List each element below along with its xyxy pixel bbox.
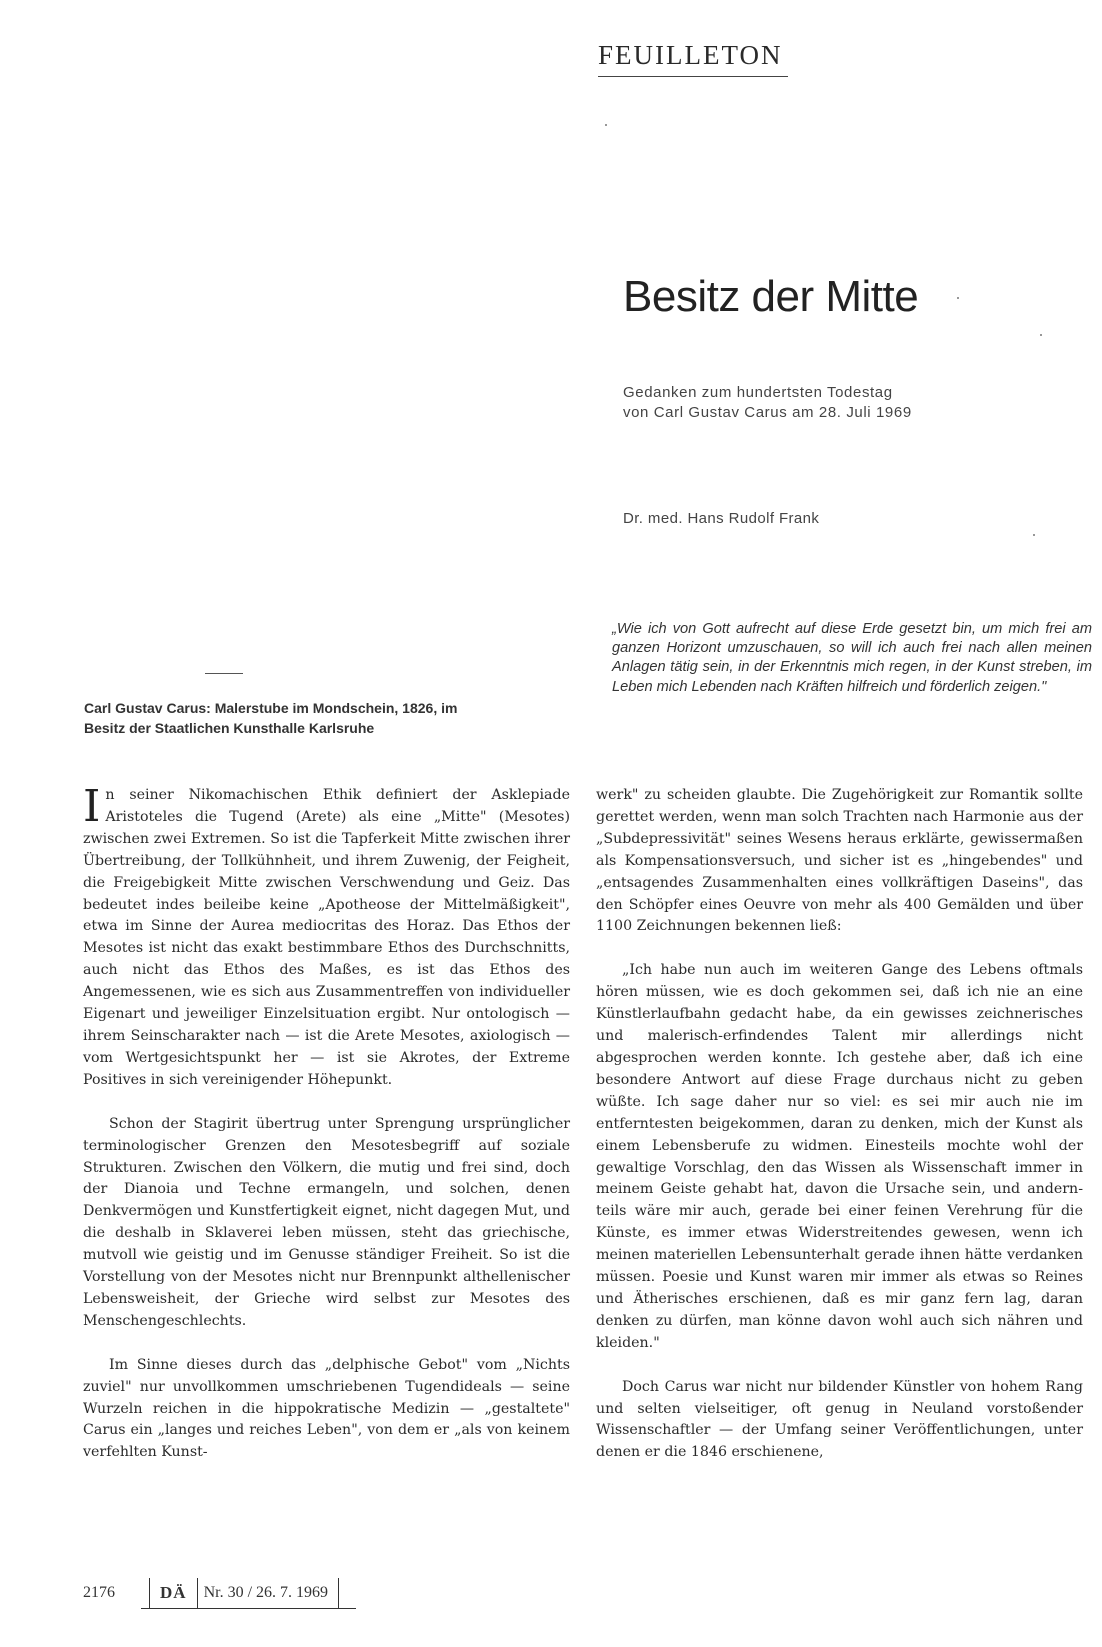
- left-column: [83, 781, 570, 1486]
- journal-logo: DÄ: [160, 1583, 187, 1602]
- epigraph-quote: „Wie ich von Gott aufrecht auf diese Erde gesetzt bin, um mich frei am ganzen Horizont umzuschauen, so will ich auch frei nach allen meinen Anlagen tätig sein, in der Erkenntnis mich regen, in der Kunst streben, im Leben mich Lebenden nach Kräften hilfreich und förderlich zeigen.": [612, 621, 1092, 695]
- article-subtitle: [623, 383, 1023, 423]
- page-footer: [83, 1578, 345, 1608]
- scan-speck: [605, 124, 607, 126]
- section-heading: FEUILLETON: [598, 40, 783, 70]
- paragraph: werk" zu scheiden glaubte. Die Zugehörigkeit zur Romantik sollte gerettet werden, wenn man solch Trachten nach Harmonie aus der „Subdepressivität" seines Wesens heraus erklärte, gewissermaßen als Kompensationsversuch, und sicher ist es „hingebendes" und „entsagendes Zusammenhalten eines vollkräftigen Daseins", das den Schöpfer eines Oeuvre von mehr als 400 Gemälden und über 1100 Zeichnungen bekennen ließ:: [596, 787, 1083, 935]
- section-heading-rule: [598, 76, 788, 77]
- author-byline: Dr. med. Hans Rudolf Frank: [623, 510, 820, 527]
- subtitle-line: von Carl Gustav Carus am 28. Juli 1969: [623, 404, 912, 421]
- subtitle-line: Gedanken zum hundertsten Todestag: [623, 384, 893, 401]
- caption-line: Carl Gustav Carus: Malerstube im Mondschein, 1826, im: [84, 700, 458, 716]
- article-title: Besitz der Mitte: [623, 272, 919, 321]
- footer-separator: [197, 1578, 198, 1608]
- right-column: [596, 785, 1083, 1486]
- footer-separator: [338, 1578, 339, 1608]
- footer-separator: [149, 1578, 150, 1608]
- drop-cap: I: [83, 781, 101, 832]
- scan-speck: [1040, 334, 1042, 336]
- paragraph: Im Sinne dieses durch das „delphische Gebot" vom „Nichts zuviel" nur unvollkommen umschriebenen Tugendideals — seine Wurzeln reichen in die hippokratische Medizin — „gestaltete" Carus ein „langes und reiches Leben", von dem er „als von keinem verfehlten Kunst-: [83, 1356, 570, 1461]
- paragraph: Doch Carus war nicht nur bildender Künstler von hohem Rang und selten vielseitiger, oft genug in Neuland vorstoßender Wissenschaftler — der Umfang seiner Veröffentlichungen, unter denen er die 1846 erschienene,: [596, 1378, 1083, 1461]
- image-caption: [84, 698, 579, 738]
- issue-info: Nr. 30 / 26. 7. 1969: [203, 1584, 329, 1601]
- scan-speck: [1033, 534, 1035, 536]
- page-number: 2176: [83, 1584, 115, 1601]
- scan-speck: [957, 297, 959, 299]
- paragraph: [83, 781, 570, 1092]
- paragraph-text: n seiner Nikomachischen Ethik definiert der Asklepiade Aristoteles die Tugend (Arete) als eine „Mitte" (Mesotes) zwischen zwei Extremen. So ist die Tapferkeit Mitte zwischen ihrer Übertreibung, der Tollkühnheit, und ihrem Zuwenig, der Feigheit, die Freigebigkeit Mitte zwischen Verschwendung und Geiz. Das bedeutet indes beileibe keine „Apotheose der Mittelmäßigkeit", etwa im Sinne der Aurea mediocritas des Horaz. Das Ethos der Mesotes ist nicht das exakt bestimmbare Ethos des Durchschnitts, auch nicht das Ethos des Maßes, es ist das Ethos des Angemessenen, wie es sich aus Zusammentreffen von individueller Eigenart und jeweiliger Einzelsituation ergibt. Nur ontologisch — ihrem Seinscharakter nach — ist die Arete Mesotes, axiologisch — vom Wertgesichtspunkt her — ist sie Akrotes, der Extreme Positives in sich vereinigender Höhepunkt.: [83, 787, 570, 1088]
- caption-rule: [205, 673, 243, 674]
- paragraph: Schon der Stagirit übertrug unter Sprengung ursprünglicher terminologischer Grenzen den Mesotesbegriff auf soziale Strukturen. Zwischen den Völkern, die mutig und frei sind, doch der Dianoia und Techne ermangeln, und solchen, denen Denkvermögen und Kunstfertigkeit eignet, nicht dagegen Mut, und die deshalb in Sklaverei leben müssen, steht das griechische, mutvoll wie geistig und im Genusse ständiger Freiheit. So ist die Vorstellung von der Mesotes nicht nur Brennpunkt althellenischer Lebensweisheit, der Grieche wird selbst zur Mesotes des Menschengeschlechts.: [83, 1115, 570, 1329]
- caption-line: Besitz der Staatlichen Kunsthalle Karlsruhe: [84, 720, 375, 736]
- quoted-paragraph: „Ich habe nun auch im weiteren Gange des Lebens oftmals hören müssen, wie es doch gekommen sei, daß ich nie an eine Künstlerlaufbahn gedacht habe, da ein gewisses zeichnerisches und malerisch-erfindendes Talent mir allerdings nicht abgesprochen werden konnte. Ich gestehe aber, daß ich eine besondere Antwort auf diese Frage durchaus nicht zu geben wüßte. Ich sage daher nur so viel: es sei mir auch nie im entferntesten beigekommen, daran zu denken, mich der Kunst als einem Lebensberufe zu widmen. Einesteils mochte wohl der gewaltige Vorschlag, den das Wissen als Wissenschaft immer in meinem Geiste gehabt hat, davon die Ursache sein, und andernteils wäre mir auch, gerade bei einer feinen Verehrung für die Künste, es immer etwas Widerstreitendes gewesen, wenn ich meinen materiellen Lebensunterhalt gerade ihnen hätte verdanken müssen. Poesie und Kunst waren mir immer als etwas so Reines und Ätherisches erschienen, daß es mir ganz fern lag, daran denken zu dürfen, man könne davon wohl auch sich nähren und kleiden.": [596, 962, 1083, 1351]
